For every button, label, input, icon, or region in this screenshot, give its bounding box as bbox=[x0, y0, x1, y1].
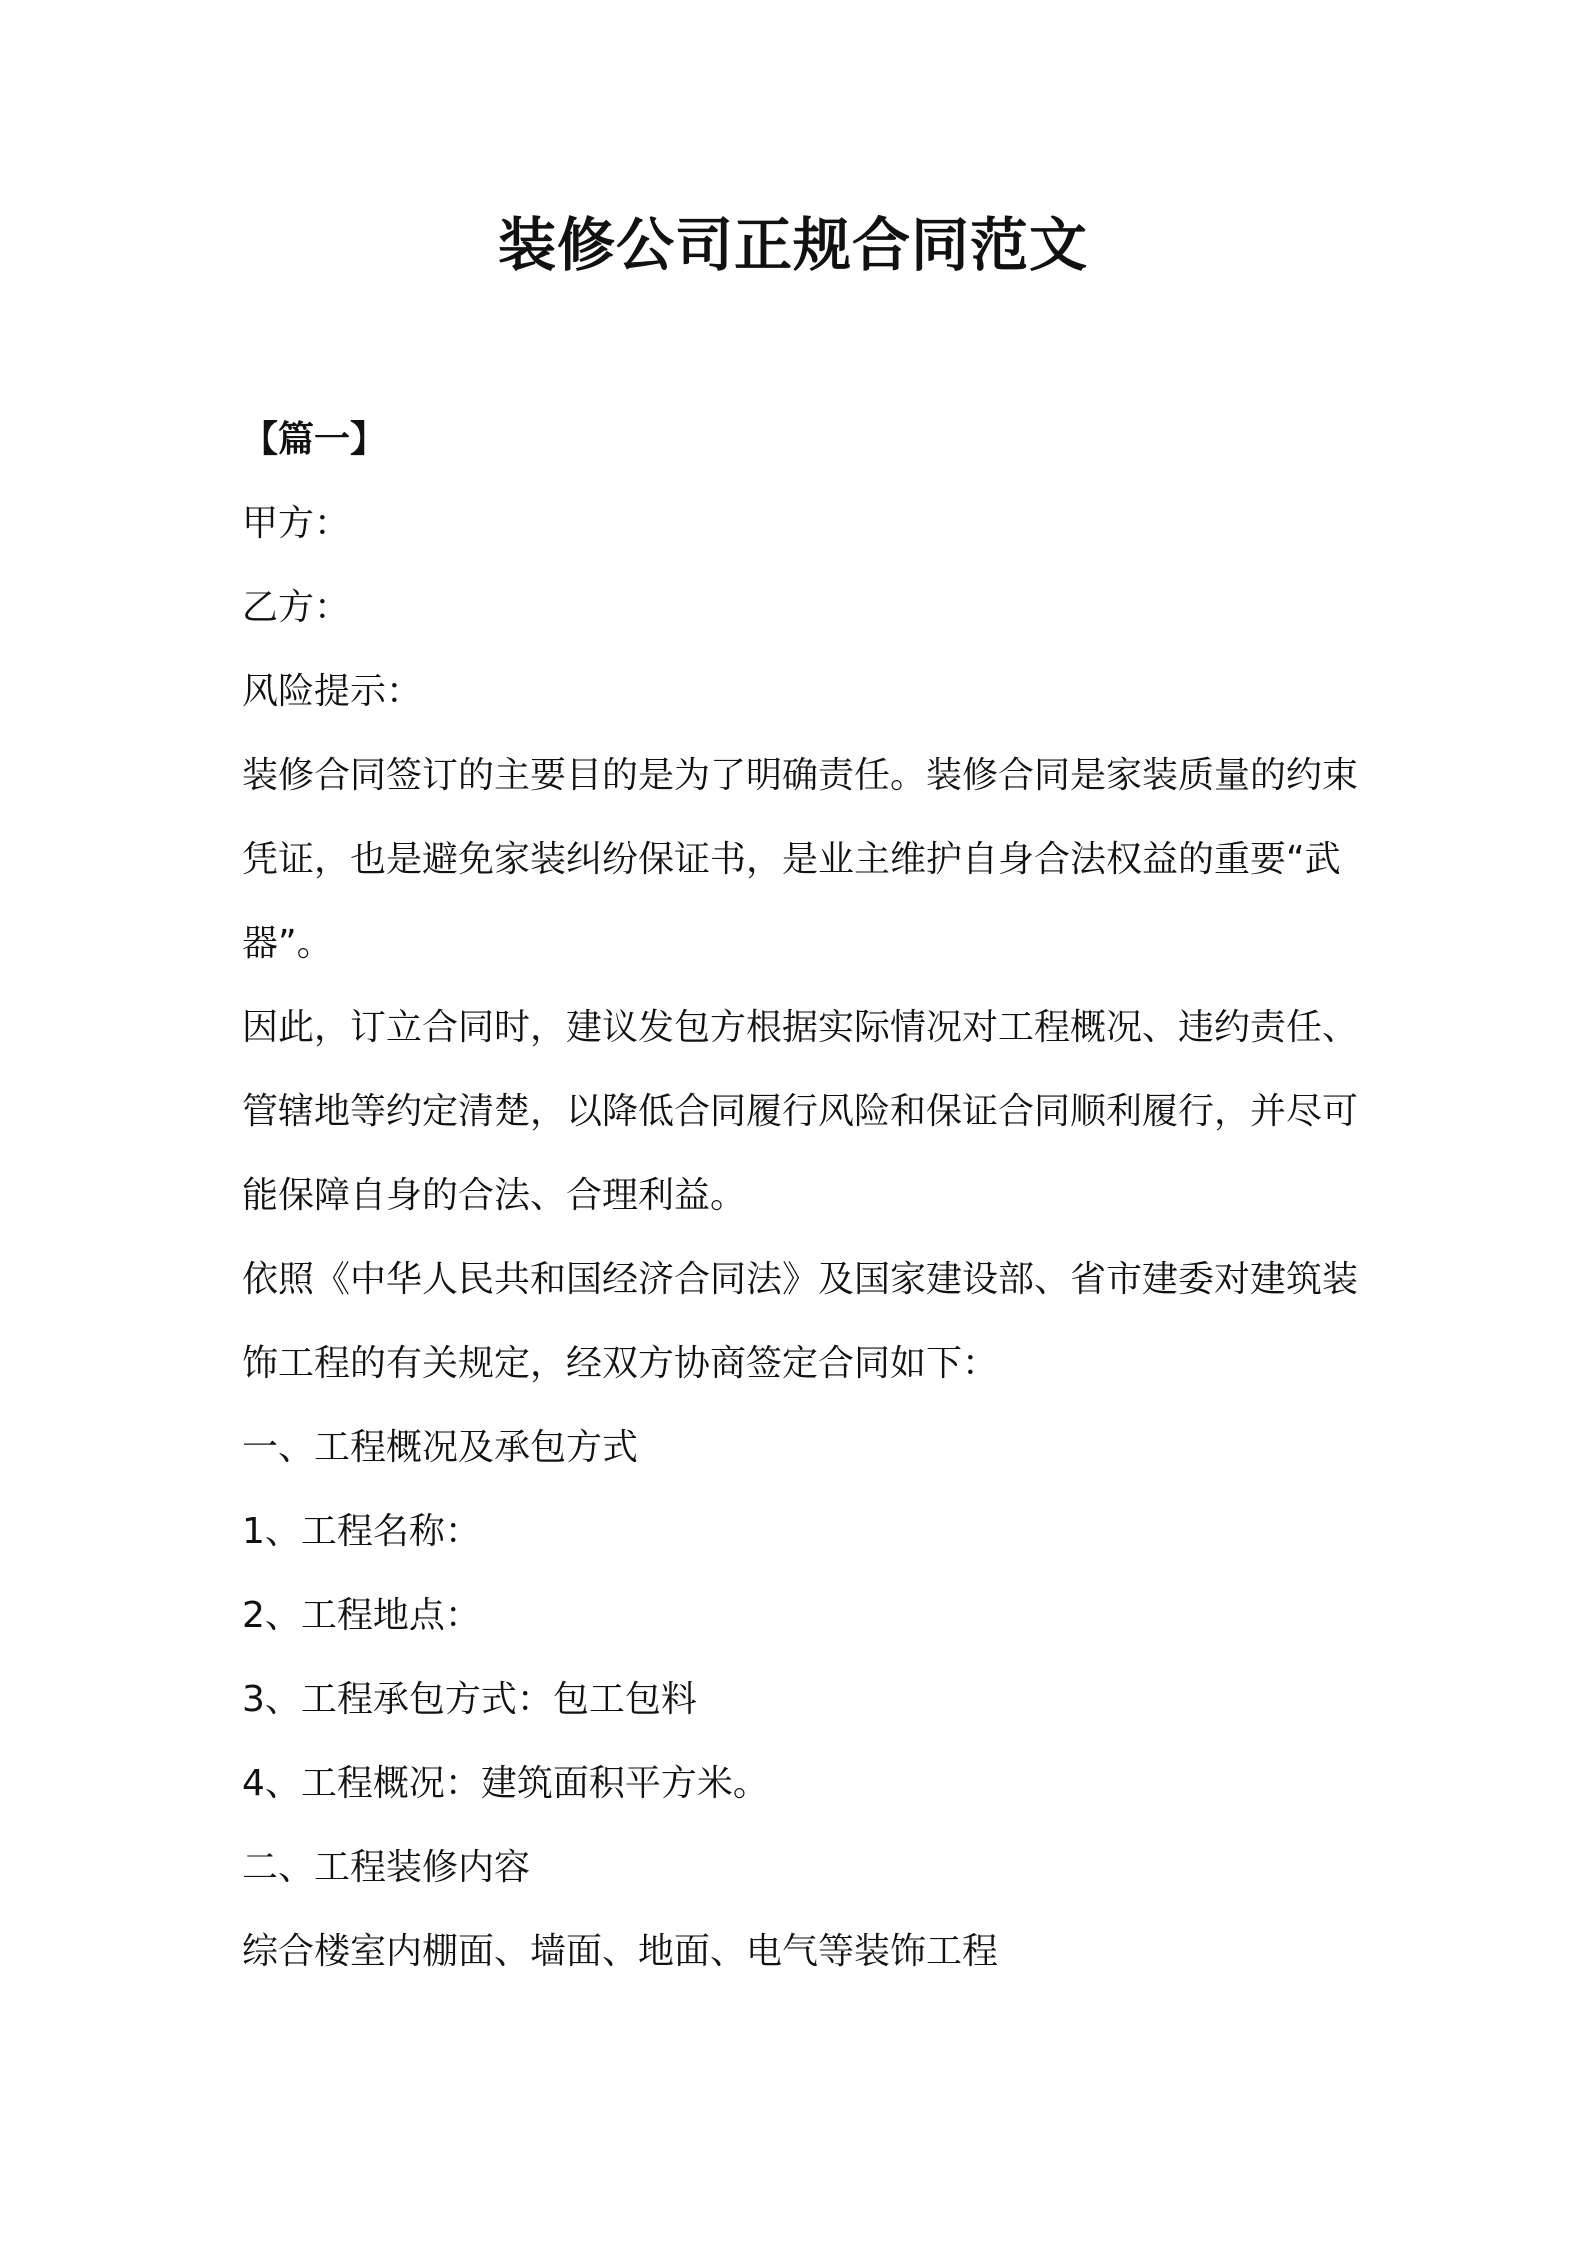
clause-project-name: 1、工程名称： bbox=[242, 1511, 481, 1552]
document-body bbox=[242, 398, 1362, 1994]
paragraph-purpose: 装修合同签订的主要目的是为了明确责任。装修合同是家装质量的约束凭证，也是避免家装纠纷保证书，是业主维护自身合法权益的重要“武器”。 bbox=[242, 755, 1359, 964]
clause-contract-method: 3、工程承包方式：包工包料 bbox=[242, 1679, 697, 1720]
clause-project-location: 2、工程地点： bbox=[242, 1595, 481, 1636]
document-title: 装修公司正规合同范文 bbox=[497, 211, 1088, 279]
party-a-line: 甲方： bbox=[242, 503, 351, 544]
paragraph-legal-basis: 依照《中华人民共和国经济合同法》及国家建设部、省市建委对建筑装饰工程的有关规定，经双方协商签定合同如下： bbox=[242, 1259, 1359, 1384]
section-heading: 【篇一】 bbox=[242, 419, 387, 460]
clause-content-detail: 综合楼室内棚面、墙面、地面、电气等装饰工程 bbox=[242, 1931, 999, 1972]
risk-notice-heading: 风险提示： bbox=[242, 671, 423, 712]
clause-project-overview: 4、工程概况：建筑面积平方米。 bbox=[242, 1763, 769, 1804]
clause-heading-overview: 一、工程概况及承包方式 bbox=[242, 1427, 639, 1468]
clause-heading-content: 二、工程装修内容 bbox=[242, 1847, 531, 1888]
party-b-line: 乙方： bbox=[242, 587, 351, 628]
paragraph-advice: 因此，订立合同时，建议发包方根据实际情况对工程概况、违约责任、管辖地等约定清楚，以降低合同履行风险和保证合同顺利履行，并尽可能保障自身的合法、合理利益。 bbox=[242, 1007, 1359, 1216]
